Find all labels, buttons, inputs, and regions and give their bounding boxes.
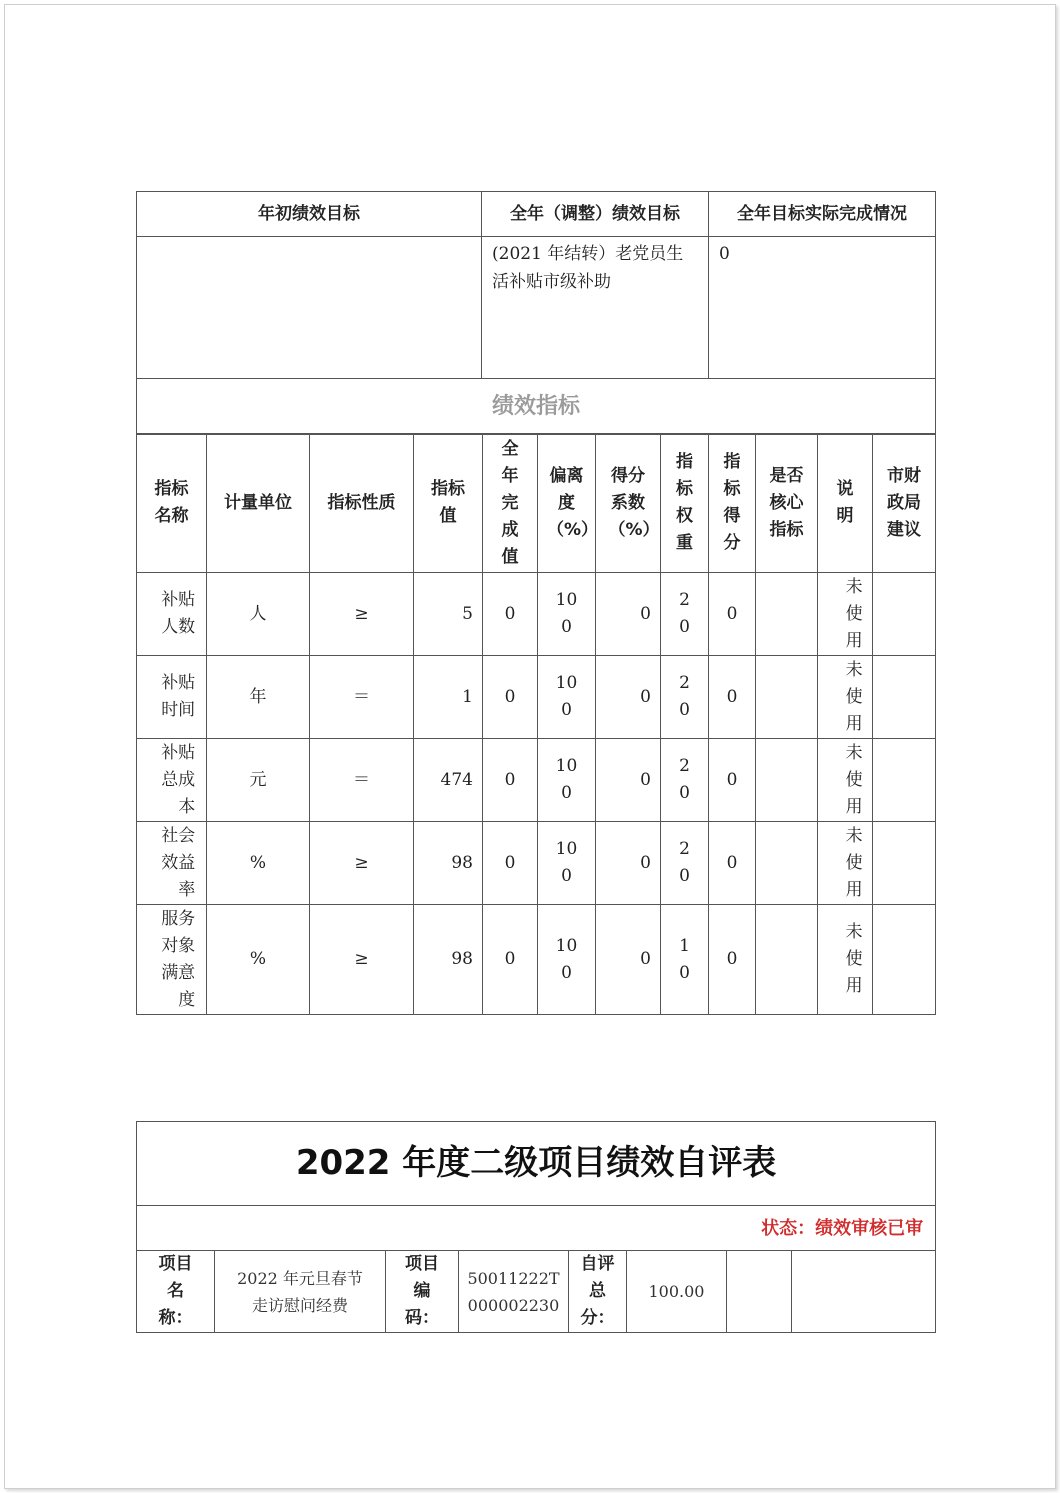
indicator-nature: ＝ (310, 656, 414, 739)
empty-cell (792, 1251, 936, 1333)
indicator-score: 0 (709, 656, 756, 739)
indicators-table (136, 433, 936, 1015)
table-row (137, 656, 936, 739)
header-adjusted-goal: 全年（调整）绩效目标 (482, 192, 709, 237)
project-code-label: 项目编码： (386, 1251, 459, 1333)
indicator-actual: 0 (483, 822, 538, 905)
indicator-nature: ≥ (310, 573, 414, 656)
table-row (137, 573, 936, 656)
indicator-name: 社会效益率 (137, 822, 207, 905)
indicator-value: 1 (414, 656, 483, 739)
indicator-note: 未使用 (818, 822, 873, 905)
indicator-actual: 0 (483, 573, 538, 656)
indicator-actual: 0 (483, 905, 538, 1015)
empty-cell (727, 1251, 792, 1333)
indicator-name: 补贴人数 (137, 573, 207, 656)
adjusted-goal-cell: (2021 年结转）老党员生活补贴市级补助 (482, 237, 709, 379)
indicator-unit: 人 (207, 573, 310, 656)
col-header-core: 是否核心指标 (756, 434, 818, 573)
indicator-weight: 20 (661, 739, 709, 822)
indicator-score: 0 (709, 573, 756, 656)
score-value: 100.00 (627, 1251, 727, 1333)
indicator-advice (873, 822, 936, 905)
col-header-score: 指标得分 (709, 434, 756, 573)
table-row (137, 905, 936, 1015)
indicator-actual: 0 (483, 739, 538, 822)
status-badge: 状态：绩效审核已审 (137, 1206, 936, 1251)
indicator-nature: ≥ (310, 822, 414, 905)
indicator-nature: ＝ (310, 739, 414, 822)
self-eval-table (136, 1121, 936, 1333)
col-header-unit: 计量单位 (207, 434, 310, 573)
indicator-name: 补贴总成本 (137, 739, 207, 822)
indicator-deviation: 100 (538, 656, 596, 739)
indicator-value: 474 (414, 739, 483, 822)
indicator-advice (873, 905, 936, 1015)
indicator-coef: 0 (596, 573, 661, 656)
goals-table (136, 191, 936, 435)
indicator-value: 98 (414, 822, 483, 905)
indicator-core (756, 905, 818, 1015)
indicator-weight: 20 (661, 573, 709, 656)
col-header-weight: 指标权重 (661, 434, 709, 573)
indicator-deviation: 100 (538, 905, 596, 1015)
section-title-indicators: 绩效指标 (137, 379, 936, 435)
project-name-value: 2022 年元旦春节走访慰问经费 (215, 1251, 386, 1333)
col-header-coef: 得分系数（%） (596, 434, 661, 573)
indicator-score: 0 (709, 739, 756, 822)
indicator-value: 98 (414, 905, 483, 1015)
indicator-value: 5 (414, 573, 483, 656)
col-header-nature: 指标性质 (310, 434, 414, 573)
indicator-unit: % (207, 905, 310, 1015)
indicator-core (756, 656, 818, 739)
indicator-nature: ≥ (310, 905, 414, 1015)
indicator-coef: 0 (596, 656, 661, 739)
indicator-name: 服务对象满意度 (137, 905, 207, 1015)
indicator-note: 未使用 (818, 905, 873, 1015)
indicator-note: 未使用 (818, 739, 873, 822)
col-header-value: 指标值 (414, 434, 483, 573)
col-header-actual: 全年完成值 (483, 434, 538, 573)
indicators-header-row (137, 434, 936, 573)
indicator-advice (873, 656, 936, 739)
indicator-core (756, 573, 818, 656)
col-header-advice: 市财政局建议 (873, 434, 936, 573)
indicator-weight: 10 (661, 905, 709, 1015)
header-initial-goal: 年初绩效目标 (137, 192, 482, 237)
completion-cell: 0 (709, 237, 936, 379)
table-row (137, 822, 936, 905)
indicator-name: 补贴时间 (137, 656, 207, 739)
indicator-weight: 20 (661, 656, 709, 739)
col-header-deviation: 偏离度（%） (538, 434, 596, 573)
indicator-coef: 0 (596, 905, 661, 1015)
indicator-weight: 20 (661, 822, 709, 905)
initial-goal-cell (137, 237, 482, 379)
indicator-advice (873, 739, 936, 822)
col-header-note: 说明 (818, 434, 873, 573)
indicator-unit: 元 (207, 739, 310, 822)
indicator-note: 未使用 (818, 656, 873, 739)
indicator-unit: % (207, 822, 310, 905)
indicator-advice (873, 573, 936, 656)
indicator-unit: 年 (207, 656, 310, 739)
page-title: 2022 年度二级项目绩效自评表 (137, 1122, 936, 1206)
indicator-core (756, 739, 818, 822)
indicator-deviation: 100 (538, 573, 596, 656)
project-code-value: 50011222T000002230 (459, 1251, 569, 1333)
indicator-core (756, 822, 818, 905)
indicator-score: 0 (709, 822, 756, 905)
indicator-deviation: 100 (538, 822, 596, 905)
indicator-coef: 0 (596, 822, 661, 905)
indicator-note: 未使用 (818, 573, 873, 656)
indicator-coef: 0 (596, 739, 661, 822)
score-label: 自评总分： (569, 1251, 627, 1333)
indicator-deviation: 100 (538, 739, 596, 822)
table-row (137, 739, 936, 822)
indicator-actual: 0 (483, 656, 538, 739)
indicator-score: 0 (709, 905, 756, 1015)
project-name-label: 项目名称： (137, 1251, 215, 1333)
col-header-name: 指标名称 (137, 434, 207, 573)
header-completion: 全年目标实际完成情况 (709, 192, 936, 237)
